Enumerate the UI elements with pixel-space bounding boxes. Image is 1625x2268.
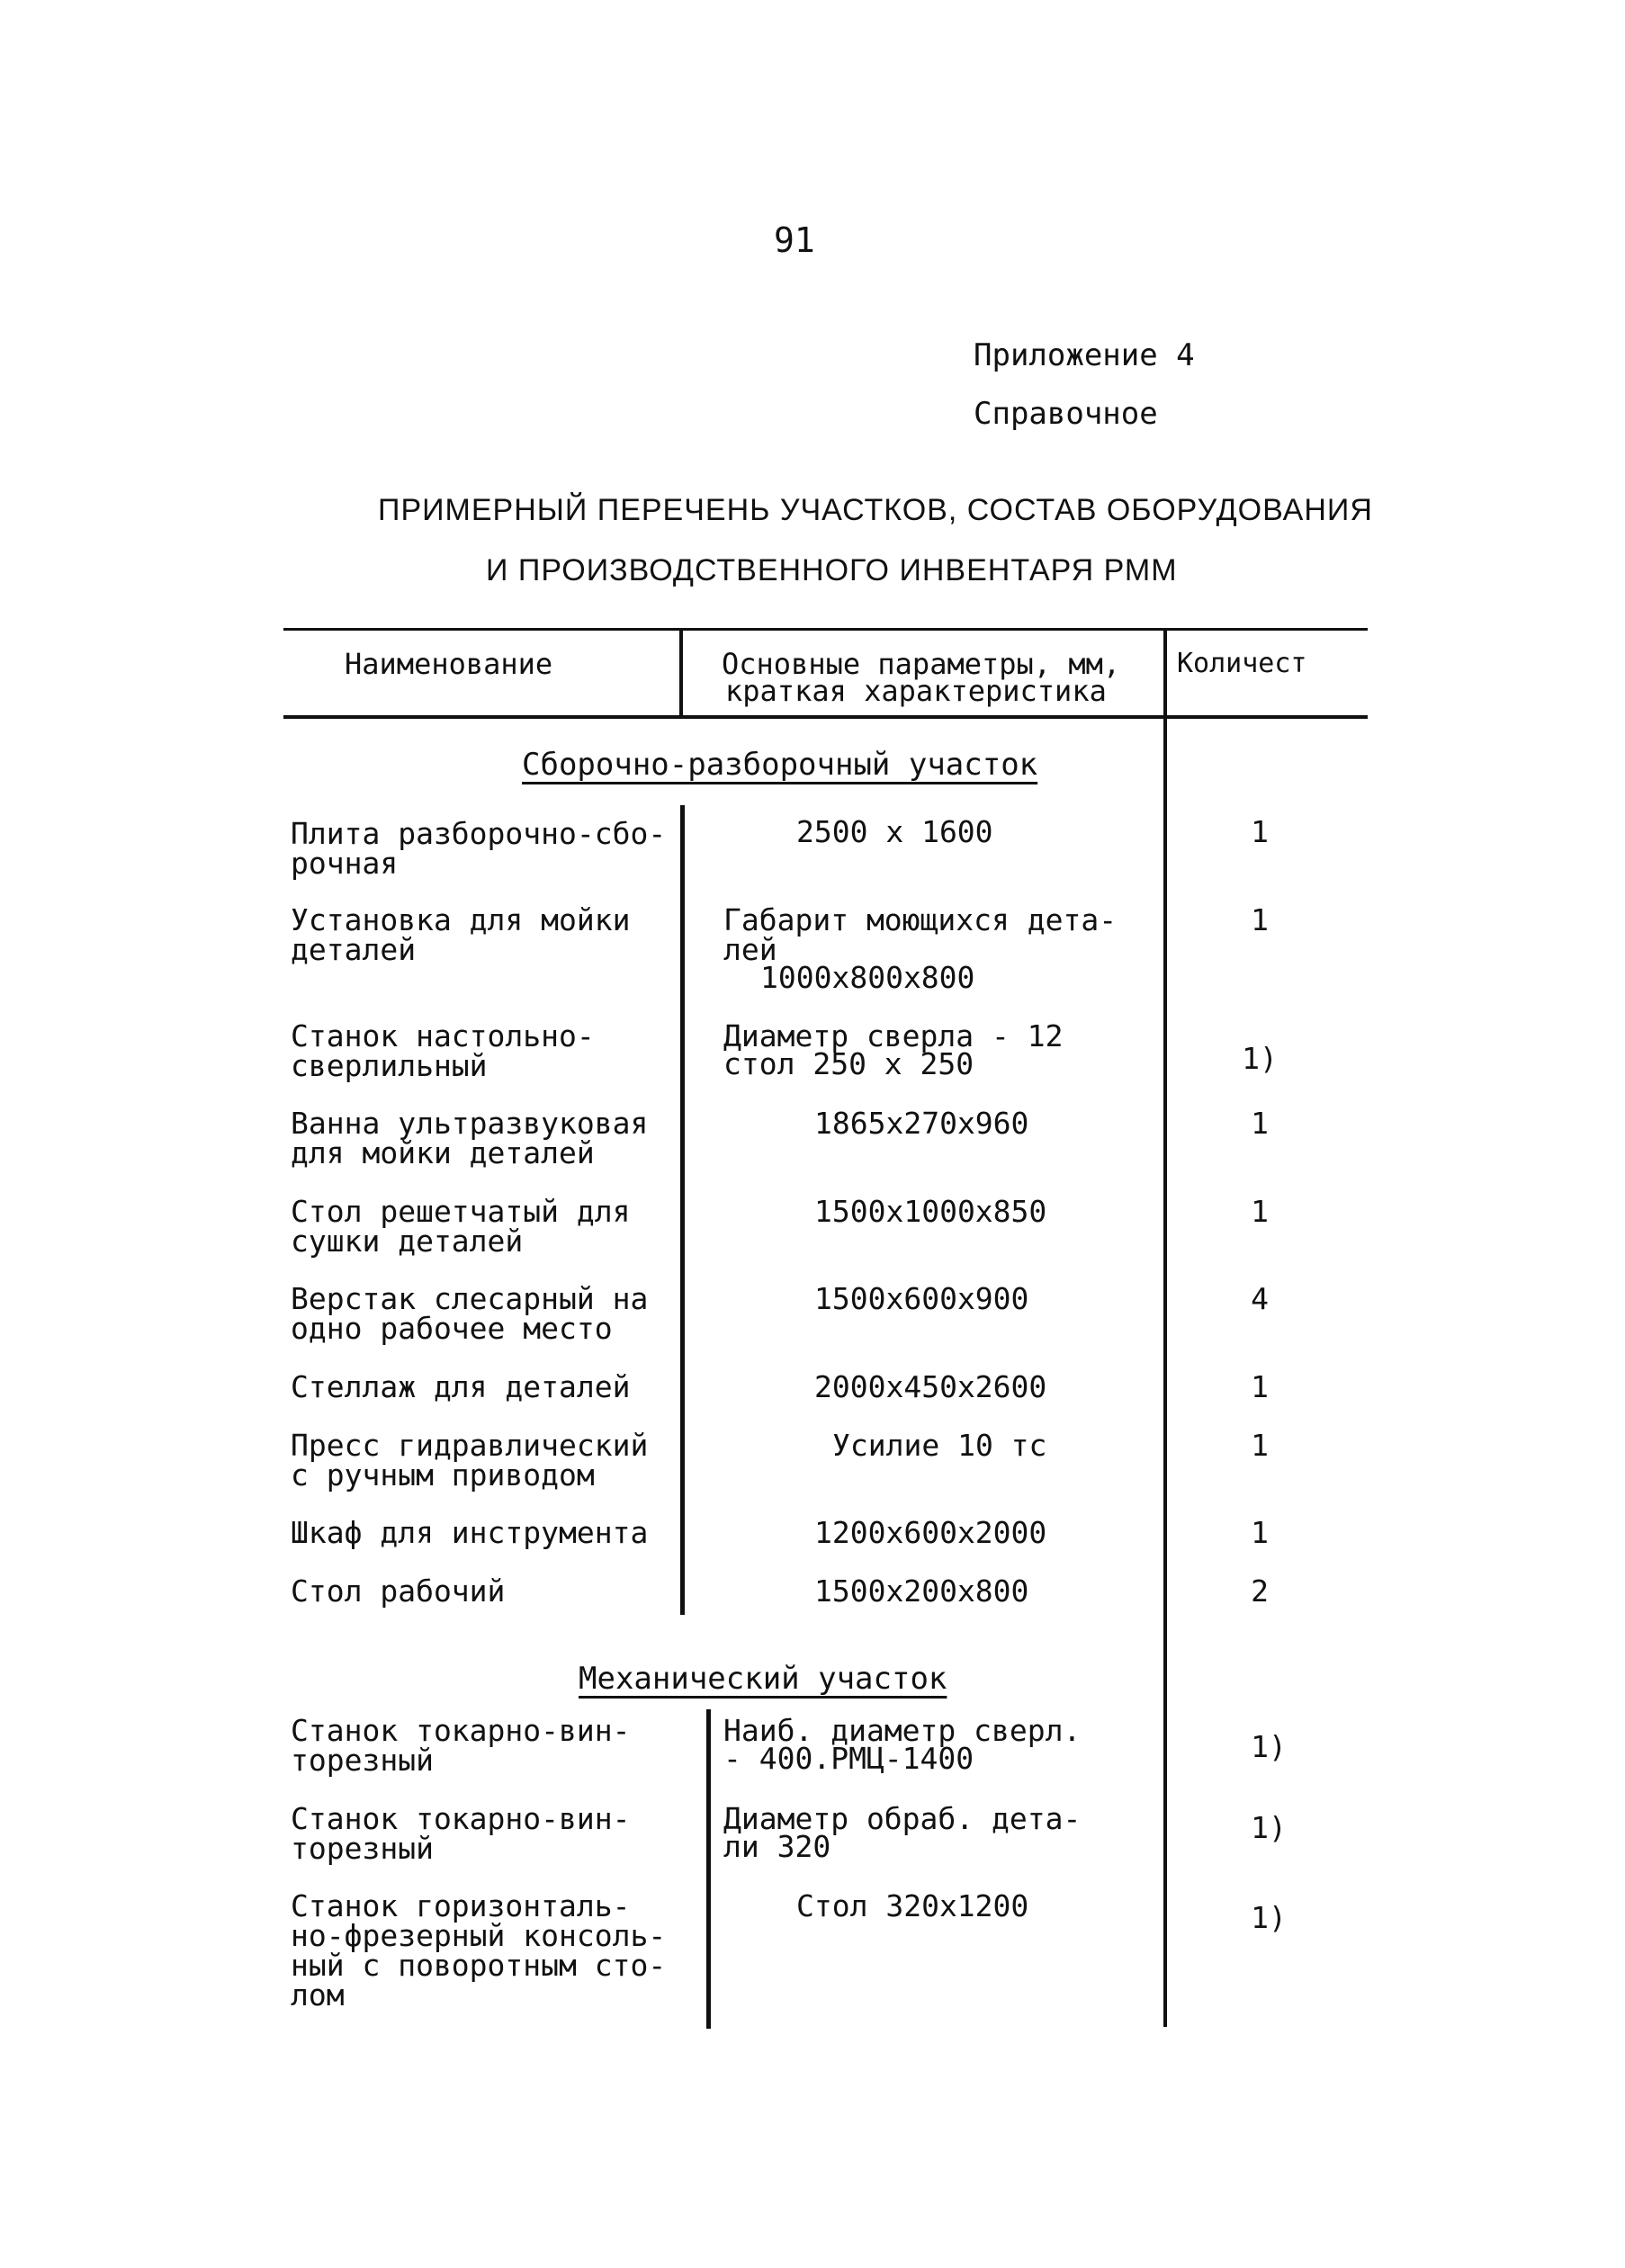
row-name-line: Стол решетчатый для — [291, 1194, 631, 1229]
row-name-line: Стол рабочий — [291, 1573, 506, 1609]
row-qty: 1 — [1251, 902, 1269, 937]
row-name-line: Верстак слесарный на — [291, 1281, 649, 1316]
row-name-line: одно рабочее место — [291, 1311, 613, 1346]
section-title-mechanical: Механический участок — [579, 1661, 947, 1697]
row-qty: 4 — [1251, 1281, 1269, 1316]
row-qty: 1 — [1251, 1369, 1269, 1404]
row-params-line: - 400.РМЦ-1400 — [723, 1741, 974, 1776]
row-params-line: стол 250 х 250 — [723, 1046, 974, 1081]
row-name-line: Шкаф для инструмента — [291, 1515, 649, 1550]
row-params-line: 1200х600х2000 — [814, 1515, 1047, 1550]
column-divider-2 — [1163, 628, 1167, 2027]
row-name-line: для мойки деталей — [291, 1135, 595, 1170]
row-qty: 1 — [1251, 1194, 1269, 1229]
row-name-line: Станок горизонталь- — [291, 1888, 631, 1923]
row-params-line: 1000х800х800 — [760, 960, 975, 995]
row-params-line: Наиб. диаметр сверл. — [723, 1713, 1082, 1748]
document-title-line-1: ПРИМЕРНЫЙ ПЕРЕЧЕНЬ УЧАСТКОВ, СОСТАВ ОБОРУДОВАНИЯ — [378, 493, 1373, 527]
row-name-line: ный с поворотным сто- — [291, 1948, 667, 1983]
row-qty: 1 — [1251, 1515, 1269, 1550]
row-name-line: Стеллаж для деталей — [291, 1369, 631, 1404]
row-params-line: ли 320 — [723, 1829, 831, 1864]
section2-column-divider — [706, 1709, 711, 2029]
row-name-line: рочная — [291, 846, 399, 881]
section1-column-divider — [680, 805, 685, 1615]
row-name-line: деталей — [291, 932, 417, 967]
row-params-line: Усилие 10 тс — [832, 1428, 1047, 1463]
row-params-line: 1500х200х800 — [814, 1573, 1029, 1609]
appendix-label: Приложение 4 — [974, 337, 1195, 373]
row-name-line: Установка для мойки — [291, 902, 631, 937]
row-qty: 1 — [1251, 1106, 1269, 1141]
header-divider-1 — [679, 628, 683, 717]
row-name-line: Пресс гидравлический — [291, 1428, 649, 1463]
row-params-line: Габарит моющихся дета- — [723, 902, 1118, 937]
row-name-line: сверлильный — [291, 1048, 488, 1083]
row-params-line: 1500х600х900 — [814, 1281, 1029, 1316]
row-name-line: с ручным приводом — [291, 1457, 595, 1493]
row-name-line: Ванна ультразвуковая — [291, 1106, 649, 1141]
header-params-line-1: Основные параметры, мм, — [722, 647, 1121, 681]
row-qty: 1 — [1251, 1428, 1269, 1463]
row-name-line: но-фрезерный консоль- — [291, 1918, 667, 1953]
row-params-line: Диаметр обраб. дета- — [723, 1801, 1082, 1836]
page-number: 91 — [774, 220, 815, 260]
row-params-line: 2500 х 1600 — [796, 814, 993, 849]
row-qty: 1) — [1251, 1900, 1287, 1935]
reference-label: Справочное — [974, 396, 1158, 432]
row-params-line: лей — [723, 932, 777, 967]
row-name-line: лом — [291, 1977, 345, 2013]
row-name-line: торезный — [291, 1831, 434, 1866]
row-name-line: Станок токарно-вин- — [291, 1713, 631, 1748]
row-qty: 1 — [1251, 814, 1269, 849]
row-qty: 1) — [1251, 1729, 1287, 1764]
row-params-line: 1500х1000х850 — [814, 1194, 1047, 1229]
row-params-line: 1865х270х960 — [814, 1106, 1029, 1141]
row-qty: 1) — [1242, 1041, 1278, 1076]
row-name-line: сушки деталей — [291, 1224, 524, 1259]
section-title-assembly: Сборочно-разборочный участок — [522, 747, 1038, 783]
table-header-rule — [283, 715, 1368, 719]
header-params-line-2: краткая характеристика — [725, 674, 1107, 708]
row-params-line: 2000х450х2600 — [814, 1369, 1047, 1404]
row-params-line: Диаметр сверла - 12 — [723, 1018, 1064, 1053]
row-name-line: Плита разборочно-сбо- — [291, 816, 667, 851]
document-title-line-2: И ПРОИЗВОДСТВЕННОГО ИНВЕНТАРЯ РММ — [486, 553, 1178, 587]
row-name-line: Станок токарно-вин- — [291, 1801, 631, 1836]
header-qty: Количест — [1177, 648, 1307, 679]
row-params-line: Стол 320х1200 — [796, 1888, 1029, 1923]
row-name-line: Станок настольно- — [291, 1018, 595, 1053]
row-name-line: торезный — [291, 1743, 434, 1778]
row-qty: 2 — [1251, 1573, 1269, 1609]
table-top-rule — [283, 628, 1368, 631]
header-name: Наименование — [345, 647, 553, 681]
row-qty: 1) — [1251, 1810, 1287, 1845]
